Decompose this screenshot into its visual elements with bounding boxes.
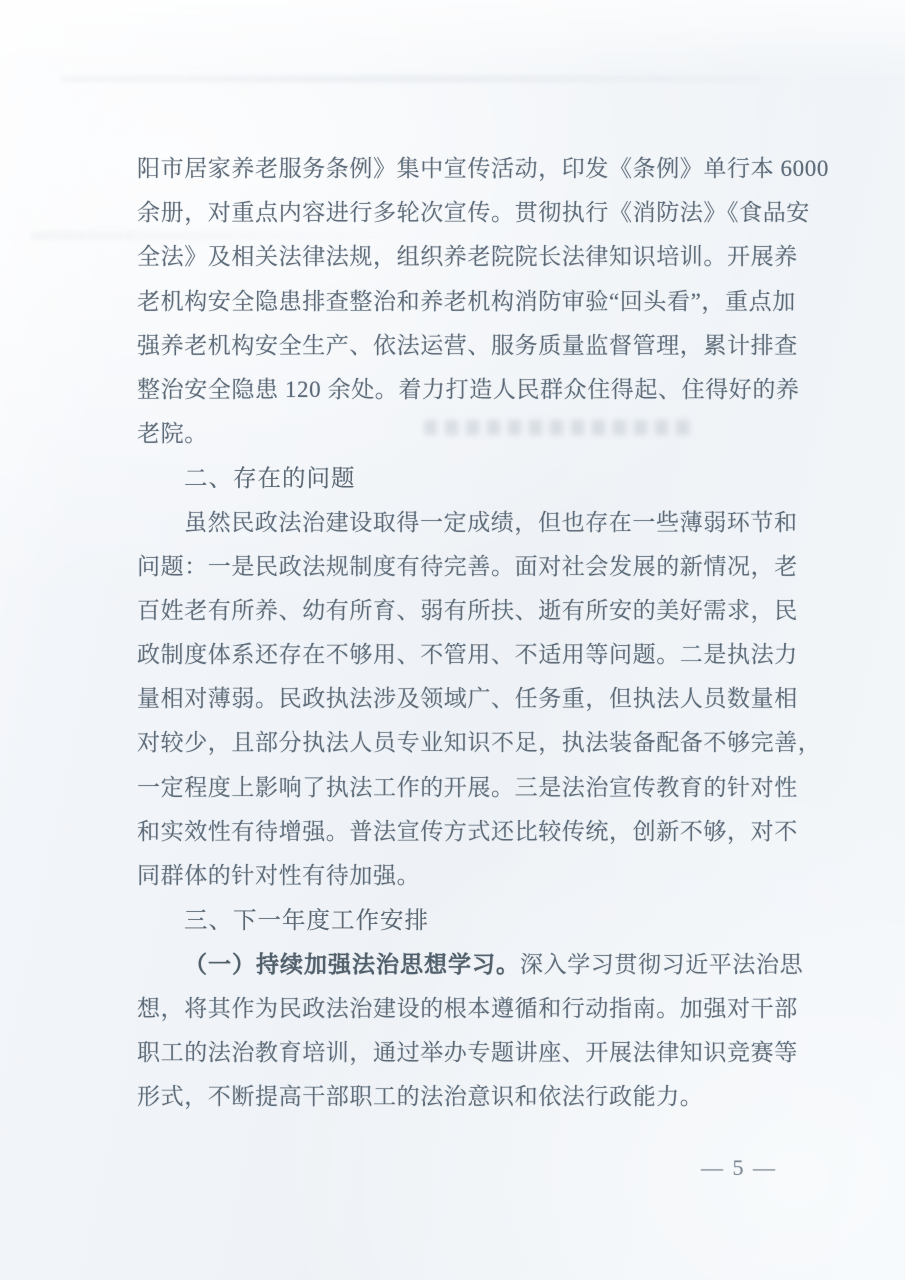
bold-lead-text: （一）持续加强法治思想学习。 [184,951,520,978]
body-line: 虽然民政法治建设取得一定成绩，但也存在一些薄弱环节和 [184,509,798,535]
section-heading-problems: 二、存在的问题 [184,465,356,492]
body-line: 问题：一是民政法规制度有待完善。面对社会发展的新情况，老 [137,553,798,579]
body-line: 和实效性有待增强。普法宣传方式还比较传统，创新不够，对不 [137,818,798,844]
body-line: 职工的法治教育培训，通过举办专题讲座、开展法律知识竞赛等 [137,1039,798,1065]
body-line: 全法》及相关法律法规，组织养老院院长法律知识培训。开展养 [137,244,798,270]
body-line: 强养老机构安全生产、依法运营、服务质量监督管理，累计排查 [137,332,798,358]
body-line: 阳市居家养老服务条例》集中宣传活动，印发《条例》单行本 6000 [137,156,829,181]
body-line: 政制度体系还存在不够用、不管用、不适用等问题。二是执法力 [137,642,798,668]
body-line: 老机构安全隐患排查整治和养老机构消防审验“回头看”，重点加 [137,288,796,314]
page-number: — 5 — [701,1155,777,1180]
body-line: 一定程度上影响了执法工作的开展。三是法治宣传教育的针对性 [137,774,798,800]
body-line: 形式，不断提高干部职工的法治意识和依法行政能力。 [137,1083,704,1109]
body-line: 量相对薄弱。民政执法涉及领域广、任务重，但执法人员数量相 [137,686,798,712]
body-line: 老院。 [137,421,208,447]
body-line: 同群体的针对性有待加强。 [137,863,421,888]
body-line-with-bold-lead [137,942,805,986]
section-heading-next-year-plan: 三、下一年度工作安排 [184,907,429,934]
document-text-block [137,147,829,1119]
body-line: 百姓老有所养、幼有所育、弱有所扶、逝有所安的美好需求，民 [137,597,798,623]
body-line-rest: 深入学习贯彻习近平法治思 [520,952,804,978]
body-line: 整治安全隐患 120 余处。着力打造人民群众住得起、住得好的养 [137,376,800,402]
body-line: 想，将其作为民政法治建设的根本遵循和行动指南。加强对干部 [137,995,798,1021]
body-line: 对较少，且部分执法人员专业知识不足，执法装备配备不够完善， [137,730,822,756]
body-line: 余册，对重点内容进行多轮次宣传。贯彻执行《消防法》《食品安 [137,200,810,226]
scan-artifact [60,76,760,82]
